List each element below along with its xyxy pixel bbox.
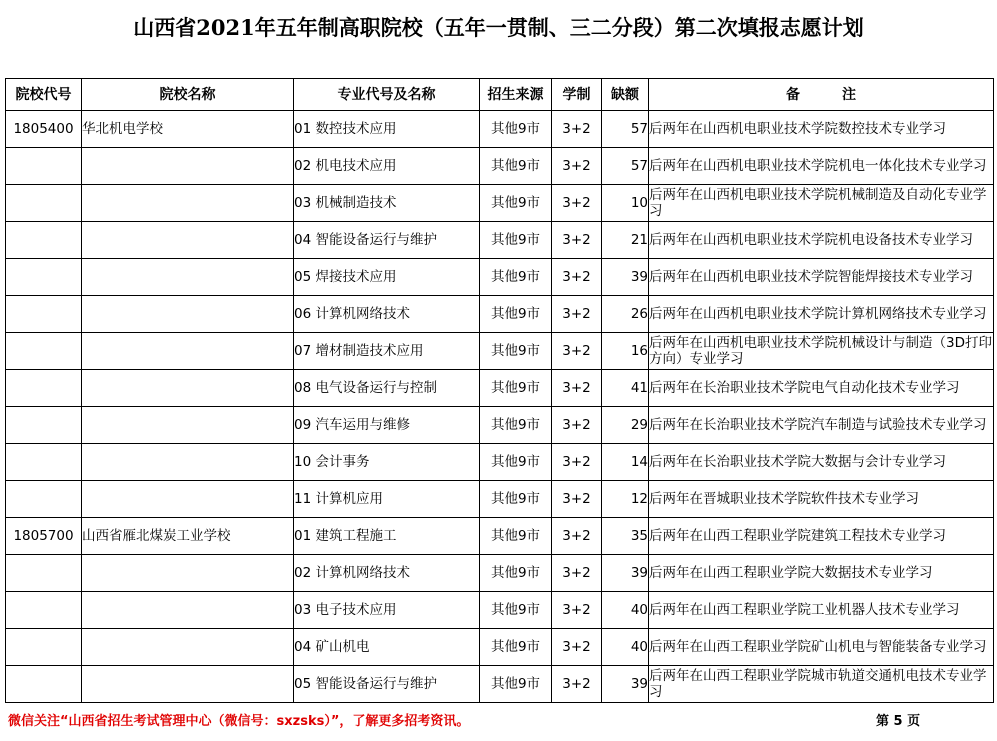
cell-major: 10 会计事务: [294, 444, 480, 481]
table-row: [6, 259, 994, 296]
table-row: [6, 370, 994, 407]
cell-note: 后两年在长治职业技术学院电气自动化技术专业学习: [649, 370, 994, 407]
table-row: [6, 518, 994, 555]
cell-vacancy: 57: [602, 148, 649, 185]
header-source: 招生来源: [480, 79, 552, 111]
cell-major: 05 焊接技术应用: [294, 259, 480, 296]
table-row: [6, 629, 994, 666]
cell-school-code: [6, 481, 82, 518]
cell-major: 03 电子技术应用: [294, 592, 480, 629]
cell-school-code: [6, 222, 82, 259]
header-school-name: 院校名称: [82, 79, 294, 111]
cell-school-code: [6, 666, 82, 703]
admission-plan-table: [5, 78, 994, 703]
cell-source: 其他9市: [480, 592, 552, 629]
cell-system: 3+2: [552, 481, 602, 518]
table-row: [6, 592, 994, 629]
cell-vacancy: 26: [602, 296, 649, 333]
cell-vacancy: 29: [602, 407, 649, 444]
cell-school-name: [82, 629, 294, 666]
cell-major: 04 矿山机电: [294, 629, 480, 666]
cell-note: 后两年在山西机电职业技术学院机电一体化技术专业学习: [649, 148, 994, 185]
cell-major: 09 汽车运用与维修: [294, 407, 480, 444]
cell-system: 3+2: [552, 222, 602, 259]
cell-major: 08 电气设备运行与控制: [294, 370, 480, 407]
cell-note: 后两年在山西机电职业技术学院计算机网络技术专业学习: [649, 296, 994, 333]
cell-school-name: [82, 185, 294, 222]
cell-major: 02 机电技术应用: [294, 148, 480, 185]
cell-school-name: [82, 481, 294, 518]
cell-school-code: [6, 629, 82, 666]
cell-system: 3+2: [552, 185, 602, 222]
table-row: [6, 111, 994, 148]
table-row: [6, 148, 994, 185]
cell-source: 其他9市: [480, 148, 552, 185]
cell-source: 其他9市: [480, 666, 552, 703]
cell-note: 后两年在山西机电职业技术学院机械设计与制造（3D打印方向）专业学习: [649, 333, 994, 370]
header-system: 学制: [552, 79, 602, 111]
cell-major: 02 计算机网络技术: [294, 555, 480, 592]
cell-note: 后两年在晋城职业技术学院软件技术专业学习: [649, 481, 994, 518]
header-school-code: 院校代号: [6, 79, 82, 111]
cell-note: 后两年在山西机电职业技术学院智能焊接技术专业学习: [649, 259, 994, 296]
cell-major: 04 智能设备运行与维护: [294, 222, 480, 259]
cell-major: 03 机械制造技术: [294, 185, 480, 222]
cell-note: 后两年在长治职业技术学院汽车制造与试验技术专业学习: [649, 407, 994, 444]
cell-major: 06 计算机网络技术: [294, 296, 480, 333]
cell-source: 其他9市: [480, 407, 552, 444]
cell-system: 3+2: [552, 296, 602, 333]
cell-vacancy: 57: [602, 111, 649, 148]
cell-source: 其他9市: [480, 111, 552, 148]
cell-system: 3+2: [552, 666, 602, 703]
cell-school-code: [6, 148, 82, 185]
cell-system: 3+2: [552, 407, 602, 444]
cell-note: 后两年在长治职业技术学院大数据与会计专业学习: [649, 444, 994, 481]
table-row: [6, 222, 994, 259]
cell-note: 后两年在山西机电职业技术学院数控技术专业学习: [649, 111, 994, 148]
cell-system: 3+2: [552, 444, 602, 481]
table-row: [6, 444, 994, 481]
header-major: 专业代号及名称: [294, 79, 480, 111]
cell-school-name: [82, 555, 294, 592]
cell-source: 其他9市: [480, 333, 552, 370]
cell-school-name: [82, 259, 294, 296]
cell-school-code: [6, 592, 82, 629]
cell-school-code: [6, 333, 82, 370]
cell-source: 其他9市: [480, 555, 552, 592]
cell-school-name: 山西省雁北煤炭工业学校: [82, 518, 294, 555]
cell-school-name: [82, 407, 294, 444]
cell-school-name: [82, 370, 294, 407]
header-vacancy: 缺额: [602, 79, 649, 111]
cell-school-code: 1805400: [6, 111, 82, 148]
cell-major: 01 建筑工程施工: [294, 518, 480, 555]
cell-school-code: [6, 259, 82, 296]
cell-source: 其他9市: [480, 444, 552, 481]
cell-school-code: [6, 555, 82, 592]
cell-vacancy: 40: [602, 629, 649, 666]
table-header-row: [6, 79, 994, 111]
cell-note: 后两年在山西机电职业技术学院机电设备技术专业学习: [649, 222, 994, 259]
cell-vacancy: 10: [602, 185, 649, 222]
cell-source: 其他9市: [480, 259, 552, 296]
cell-system: 3+2: [552, 111, 602, 148]
table-row: [6, 296, 994, 333]
header-note: 备 注: [649, 79, 994, 111]
cell-source: 其他9市: [480, 370, 552, 407]
cell-vacancy: 16: [602, 333, 649, 370]
cell-school-name: [82, 666, 294, 703]
table-row: [6, 481, 994, 518]
cell-system: 3+2: [552, 148, 602, 185]
cell-vacancy: 40: [602, 592, 649, 629]
cell-school-code: 1805700: [6, 518, 82, 555]
cell-vacancy: 39: [602, 259, 649, 296]
cell-school-code: [6, 185, 82, 222]
cell-school-name: [82, 444, 294, 481]
cell-source: 其他9市: [480, 185, 552, 222]
cell-school-name: [82, 148, 294, 185]
cell-vacancy: 21: [602, 222, 649, 259]
cell-note: 后两年在山西工程职业学院矿山机电与智能装备专业学习: [649, 629, 994, 666]
cell-source: 其他9市: [480, 629, 552, 666]
cell-major: 11 计算机应用: [294, 481, 480, 518]
cell-vacancy: 35: [602, 518, 649, 555]
cell-school-name: 华北机电学校: [82, 111, 294, 148]
cell-vacancy: 39: [602, 666, 649, 703]
cell-note: 后两年在山西工程职业学院建筑工程技术专业学习: [649, 518, 994, 555]
cell-source: 其他9市: [480, 222, 552, 259]
table-row: [6, 407, 994, 444]
cell-school-code: [6, 444, 82, 481]
cell-major: 01 数控技术应用: [294, 111, 480, 148]
cell-note: 后两年在山西工程职业学院城市轨道交通机电技术专业学习: [649, 666, 994, 703]
cell-system: 3+2: [552, 629, 602, 666]
table-row: [6, 185, 994, 222]
page-number: 第 5 页: [876, 714, 921, 729]
cell-system: 3+2: [552, 518, 602, 555]
cell-source: 其他9市: [480, 481, 552, 518]
table-body: [6, 111, 994, 703]
cell-system: 3+2: [552, 592, 602, 629]
cell-system: 3+2: [552, 259, 602, 296]
cell-note: 后两年在山西工程职业学院大数据技术专业学习: [649, 555, 994, 592]
cell-school-code: [6, 370, 82, 407]
cell-school-name: [82, 296, 294, 333]
cell-note: 后两年在山西机电职业技术学院机械制造及自动化专业学习: [649, 185, 994, 222]
cell-vacancy: 12: [602, 481, 649, 518]
cell-source: 其他9市: [480, 296, 552, 333]
cell-school-code: [6, 407, 82, 444]
table-row: [6, 333, 994, 370]
cell-system: 3+2: [552, 370, 602, 407]
cell-note: 后两年在山西工程职业学院工业机器人技术专业学习: [649, 592, 994, 629]
page-title: 山西省2021年五年制高职院校（五年一贯制、三二分段）第二次填报志愿计划: [133, 15, 864, 40]
cell-system: 3+2: [552, 555, 602, 592]
cell-school-name: [82, 333, 294, 370]
table-row: [6, 555, 994, 592]
cell-vacancy: 39: [602, 555, 649, 592]
cell-source: 其他9市: [480, 518, 552, 555]
cell-vacancy: 14: [602, 444, 649, 481]
cell-system: 3+2: [552, 333, 602, 370]
cell-school-name: [82, 592, 294, 629]
table-row: [6, 666, 994, 703]
cell-major: 07 增材制造技术应用: [294, 333, 480, 370]
footer-notice: 微信关注“山西省招生考试管理中心（微信号：sxzsks）”，了解更多招考资讯。: [8, 714, 470, 729]
cell-school-name: [82, 222, 294, 259]
cell-school-code: [6, 296, 82, 333]
cell-major: 05 智能设备运行与维护: [294, 666, 480, 703]
cell-vacancy: 41: [602, 370, 649, 407]
